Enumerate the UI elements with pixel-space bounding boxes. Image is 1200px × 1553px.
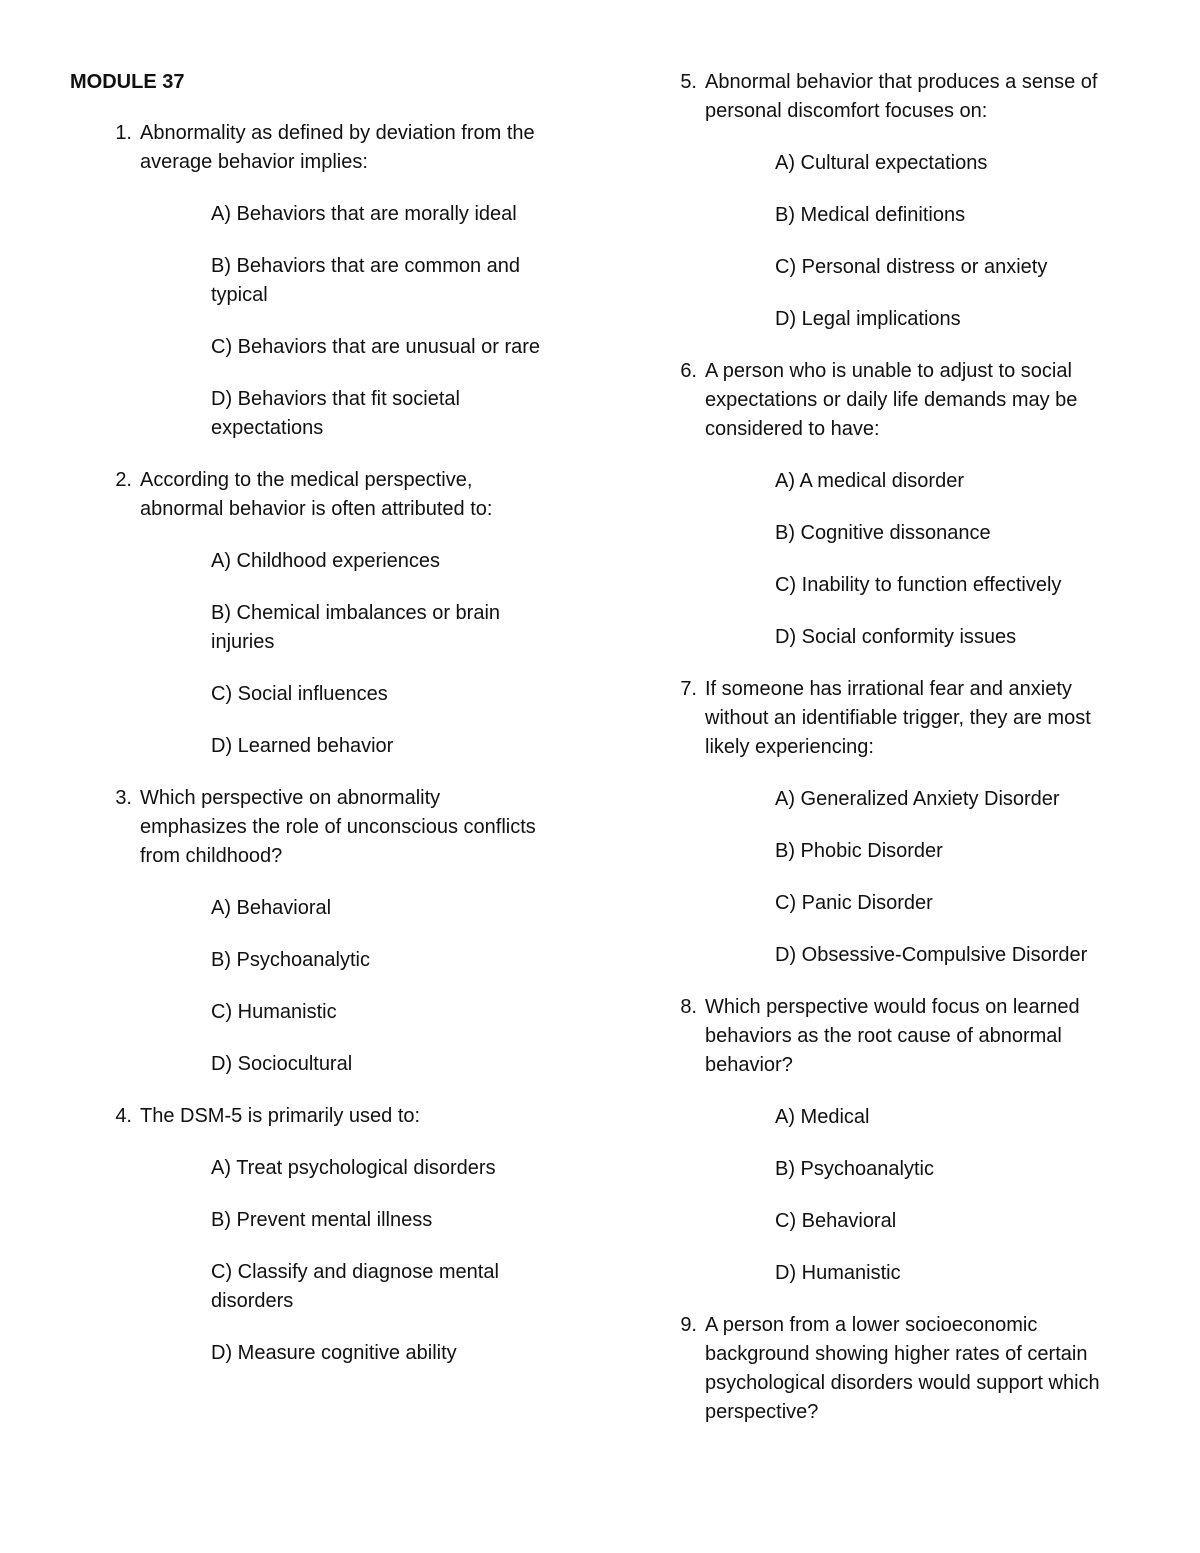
answer-option-text: B) Phobic Disorder	[775, 840, 943, 862]
answer-option	[668, 149, 1148, 178]
answer-options	[70, 894, 590, 1079]
question-1	[70, 119, 590, 443]
answer-option-text: C) Panic Disorder	[775, 892, 933, 914]
answer-option-text: C) Classify and diagnose mental disorders	[211, 1261, 499, 1312]
answer-option	[668, 1103, 1148, 1132]
right-column	[668, 68, 1148, 1450]
answer-option	[668, 1155, 1148, 1184]
question-2	[70, 466, 590, 761]
question-row	[70, 119, 590, 177]
answer-option-text: C) Personal distress or anxiety	[775, 256, 1048, 278]
question-7	[668, 675, 1148, 970]
answer-option	[70, 998, 590, 1027]
answer-options	[70, 547, 590, 761]
answer-option	[70, 946, 590, 975]
answer-option-text: D) Sociocultural	[211, 1053, 353, 1075]
answer-option	[70, 894, 590, 923]
answer-option	[70, 200, 590, 229]
question-row	[668, 68, 1148, 126]
answer-option	[668, 519, 1148, 548]
answer-option	[668, 467, 1148, 496]
answer-option-text: A) Medical	[775, 1106, 870, 1128]
answer-option	[668, 623, 1148, 652]
answer-option-text: A) Cultural expectations	[775, 152, 988, 174]
answer-option-text: B) Behaviors that are common and typical	[211, 255, 521, 306]
question-number: 1.	[115, 122, 132, 144]
question-text: A person who is unable to adjust to social expectations or daily life demands may be considered to have:	[705, 360, 1078, 440]
answer-option	[668, 1207, 1148, 1236]
answer-option	[668, 889, 1148, 918]
answer-option-text: D) Social conformity issues	[775, 626, 1017, 648]
question-row	[70, 1102, 590, 1131]
answer-option	[668, 1259, 1148, 1288]
answer-option-text: D) Measure cognitive ability	[211, 1342, 457, 1364]
answer-option	[70, 1050, 590, 1079]
question-list-right	[668, 68, 1148, 1427]
answer-option-text: D) Behaviors that fit societal expectations	[211, 388, 460, 439]
answer-options	[70, 200, 590, 443]
answer-option-text: D) Learned behavior	[211, 735, 394, 757]
answer-option	[70, 252, 590, 310]
answer-option	[668, 571, 1148, 600]
question-3	[70, 784, 590, 1079]
question-row	[668, 675, 1148, 762]
answer-option-text: D) Obsessive-Compulsive Disorder	[775, 944, 1088, 966]
answer-option	[668, 305, 1148, 334]
answer-options	[668, 785, 1148, 970]
question-9	[668, 1311, 1148, 1427]
question-6	[668, 357, 1148, 652]
question-text: A person from a lower socioeconomic background showing higher rates of certain psychological disorders would support which perspective?	[705, 1314, 1100, 1423]
answer-options	[668, 1103, 1148, 1288]
answer-option-text: B) Cognitive dissonance	[775, 522, 991, 544]
answer-options	[668, 467, 1148, 652]
question-text: Abnormality as defined by deviation from the average behavior implies:	[140, 122, 535, 173]
question-8	[668, 993, 1148, 1288]
question-number: 4.	[115, 1105, 132, 1127]
question-text: If someone has irrational fear and anxiety without an identifiable trigger, they are most likely experiencing:	[705, 678, 1091, 758]
answer-option-text: C) Inability to function effectively	[775, 574, 1062, 596]
answer-option-text: D) Humanistic	[775, 1262, 901, 1284]
question-4	[70, 1102, 590, 1368]
answer-option	[70, 680, 590, 709]
question-number: 6.	[680, 360, 697, 382]
answer-option	[668, 201, 1148, 230]
answer-option	[70, 385, 590, 443]
answer-option	[668, 837, 1148, 866]
answer-option-text: D) Legal implications	[775, 308, 961, 330]
answer-option	[668, 785, 1148, 814]
answer-option	[70, 1339, 590, 1368]
answer-option-text: B) Prevent mental illness	[211, 1209, 433, 1231]
left-column	[70, 68, 590, 1391]
question-text: Which perspective on abnormality emphasizes the role of unconscious conflicts from childhood?	[140, 787, 536, 867]
answer-option-text: B) Chemical imbalances or brain injuries	[211, 602, 501, 653]
answer-option	[668, 941, 1148, 970]
question-row	[668, 357, 1148, 444]
question-row	[70, 466, 590, 524]
question-number: 2.	[115, 469, 132, 491]
answer-option-text: A) Childhood experiences	[211, 550, 441, 572]
question-number: 9.	[680, 1314, 697, 1336]
answer-option	[70, 599, 590, 657]
question-list-left	[70, 119, 590, 1368]
question-number: 8.	[680, 996, 697, 1018]
question-number: 5.	[680, 71, 697, 93]
answer-option-text: C) Humanistic	[211, 1001, 337, 1023]
answer-option	[70, 1206, 590, 1235]
answer-option-text: A) A medical disorder	[775, 470, 964, 492]
answer-option-text: A) Generalized Anxiety Disorder	[775, 788, 1060, 810]
question-number: 3.	[115, 787, 132, 809]
answer-option-text: B) Psychoanalytic	[211, 949, 370, 971]
question-number: 7.	[680, 678, 697, 700]
answer-option-text: C) Behavioral	[775, 1210, 897, 1232]
answer-options	[70, 1154, 590, 1368]
answer-option-text: B) Psychoanalytic	[775, 1158, 934, 1180]
answer-option-text: A) Treat psychological disorders	[211, 1157, 496, 1179]
question-text: Which perspective would focus on learned behaviors as the root cause of abnormal behavior?	[705, 996, 1080, 1076]
answer-option	[70, 732, 590, 761]
answer-options	[668, 149, 1148, 334]
answer-option-text: A) Behavioral	[211, 897, 332, 919]
answer-option	[70, 547, 590, 576]
question-row	[668, 993, 1148, 1080]
question-text: Abnormal behavior that produces a sense of personal discomfort focuses on:	[705, 71, 1098, 122]
answer-option-text: C) Social influences	[211, 683, 388, 705]
question-row	[668, 1311, 1148, 1427]
answer-option	[70, 333, 590, 362]
answer-option-text: C) Behaviors that are unusual or rare	[211, 336, 541, 358]
question-5	[668, 68, 1148, 334]
question-row	[70, 784, 590, 871]
answer-option	[70, 1154, 590, 1183]
answer-option-text: B) Medical definitions	[775, 204, 966, 226]
answer-option-text: A) Behaviors that are morally ideal	[211, 203, 517, 225]
answer-option	[70, 1258, 590, 1316]
module-title: MODULE 37	[70, 71, 185, 93]
answer-option	[668, 253, 1148, 282]
question-text: According to the medical perspective, abnormal behavior is often attributed to:	[140, 469, 493, 520]
question-text: The DSM-5 is primarily used to:	[140, 1105, 421, 1127]
